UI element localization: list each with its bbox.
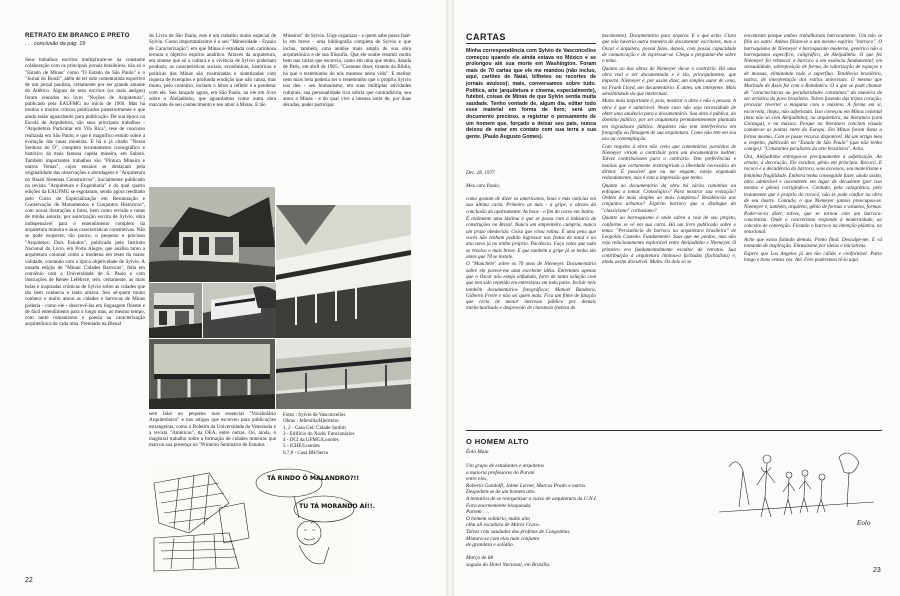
poem-line: Talvez com saudades dos profetas de Congonhas.: [466, 528, 571, 535]
photo-house-6-image: [276, 339, 411, 409]
paragraph: Seus trabalhos escritos multiplicam-se na constante colaboração com os principais jornais brasileiros, não só o "Estado de Minas" como "O Estado de São Paulo" e o "Jornal do Brasil", além de ter sido comentarista esportivo de um jornal paulista, certamente por ser grande amante do Atlético. Alguns de seus escritos (os mais antigos) foram reunidos no livro "Noções de Arquitetura", publicado pela EAUFMG no início de 1960. Mas há muitos e muitos críticos publicados posteriormente e que ainda estão aguardando para publicação. De sua época na Escola de Arquitetura, são seus principais trabalhos - "Arquitetura Particular em Vila Rica", tese de concurso realizada em São Paulo, e que é magnífico estudo sobre a evolução das casas mineiras. E há o já citado "Nossa Senhora do Ó", completo levantamento iconográfico e histórico da mais famosa capela mineira, em Sabará. Também importantes trabalhos são "Pintura Mineira e outros Temas", cujos ensaios se destacam pela originalidade das observações e abordagens e "Arquitetura no Brasil Sistemas Construtivos", inicialmente publicado na revista "Arquitetura e Engenharia" e do qual quatro edições da EAUFMG se esgotaram, sendo agora reeditado pelo Curso de Especialização em Restauração e Conservação de Monumentos e Conjuntos Históricos", com novas ilustrações e fotos, bem como revisão e notas de minha autoria, por autorização escrita de Sylvio, ohra indispensável para o entendimento completo da arquitetura mineira e suas características construtivas. Não se pode esquecer, tão pouco, o pequeno e precioso "Arquitetos: Dois Estudos", publicado pelo Instituto Nacional do Livro, em Porto Alegre, que analisa tanto a arquitetura colonial como a moderna em teses da maior validade, contando com a típica objetividade de Sylvio. A ousada edição de "Minas: Cidades Barrocas", feita em convênio com a Universidade de S. Paulo e com ilustrações de Renée Lefèbvre, tem, certamente, as mais belas e inspiradas crônicas de Sylvio sobre as cidades que tão bem conhecia e tanto amava. Seu sê-quem muito conhece e muito amou as cidades e barrocas de Minas poderia - como ele - descrevê-las em linguagem fluente e de fácil entendimento para o longo mas, ao mesmo tempo, com tanto romantismo e poesia na caracterização arquitetônica de cada uma. Premiado na Bienal: [25, 57, 145, 328]
sketch-drawing: [709, 437, 884, 537]
photo-caption-line: Obras : Jefersilla/Hjelrteiro: [283, 418, 339, 425]
poem-line: Fora enormemente bloqueada.: [466, 502, 532, 509]
photo-house-2: [149, 283, 202, 338]
photo-caption-line: 6,7,8 - Casa BH/Serra: [283, 449, 328, 456]
letter-salutation: [466, 183, 596, 191]
paragraph: Espero que Los Angeles já um tão cálido e confortável. Parto longo e bons ventos vos. Até. Fere poderemos tê-lo aqui.: [744, 250, 882, 263]
poem: [466, 463, 706, 569]
photo-caption-line: 3 - Edifício do Xodó/ Funcionários: [283, 430, 355, 437]
page-number-right: 23: [873, 567, 881, 574]
center-gutter: [446, 0, 454, 596]
lead-paragraph: Minha correspondência com Sylvio de Vasconcellos começou quando ele ainda estava no México e se prolongou até sua morte em Washington. Foram mais de 70 cartas que ele me mandou (não incluo, aqui, cartões de Natal, bilhetes ou recortes de jornais avulsos); mais, conversamos sobre tudo. Política, arte (arquitetura e cinema, especialmente), futebol, coisas de Minas de que Sylvio sentia muita saudade. Tenho vontade de, algum dia, editar todo esse material em forma de livro; será um documento precioso, a registrar o pensamento de um homem que, forçado a deixar seu país, nunca deixou de estar em contato com sua terra e sua gente. (Paulo Augusto Gomes).: [466, 48, 596, 140]
poem-line: Março de 68: [466, 555, 494, 562]
paragraph: Acho que estou falando demais. Ponto final. Desculpe-me. E vá tomando de inspiração. Entusiasmo por ideias e iniciativas.: [744, 236, 882, 250]
photo-house-1-image: [149, 187, 275, 282]
paragraph: Mineiros" de Sylvio. Urge organizar - e quem sabe possa fazê-lo em breve - uma bibliografia completa de Sylvio e que inclua, também, uma análise mais ampla de sua obra arquitetônica e de sua filosofia. Que ele soube resumir muito bem nas cartas que escrevia, como em uma que tenho, datada de Paris, em abril de 1965: "Costume dizer, tirando da Bíblia, há que o testemunho do nós mesmos nesta vida". E melhor nem mais bela poderia ser o testemunho que o próprio Sylvio nos deu - seu humanismo, em suas múltiplas atividades culturais, sua personalidade rica sóbria que contradiziria, seu amor a Minas - e do qual vive a imensa sorte de, por duas décadas, poder participar.: [283, 33, 411, 109]
photo-house-1: [149, 187, 275, 282]
subsection-rule: [466, 430, 882, 431]
paragraph: encontram porque ambos trabalharam barrocamente. Um não se filia ao outro. Ambos filiam-se a um mesmo espírito "barroco". O barroquismo de Niemeyer é barroquismo moderno, genérico não a barroquismo específico, caligráfico, de Aleijadinho. O que fez Niemeyer foi rebuscar o barroco a em essência fundamental, em sensualidade, sobreposição de forma, de valorização de espaços e de massas, eliminando todo a superfluo. Tendência brasileira, nativa, de interpretação dos estilos universais. O mesmo que Machado de Assis fez com o Romântico. O a que se pode chamar de "características ou peculiaridades constantes" da maneira de ser artística do povo brasileiro. Talvez fazendo das tripas coração, procurar reverter a máquina com o máximo. A forma em si, escorreita, limpa, não adjetivada. Isso começou em Minas colonial (mas não só com Aleijadinho), na arquitetura, na literatura (com Gonzaga), e na música. Porque na literatura conclam visuais comum-se as pontas entre do Europa. Em Minas foram listas a forma mesmo. Com se posse recurso disponível. Há um artigo meu a respeito, publicado no "Estado de São Paulo" (que não tenho comigo): "Constantes peculiares da arte brasileira". Acho.: [744, 33, 882, 153]
sketch-figures: [709, 437, 884, 537]
date-text: Dec. 28, 1977: [466, 170, 495, 176]
paragraph: É realmente uma lástima o que se passa com a indústria de construções no Brasil. Nunca um empreiteiro cumpriu, nunca um prazo obedecido. Coisa que virou rotina. É uma pena que vocês não tenham podido ingressar nas festas de natal e no ano novo já no ninho próprio. Paciência. Faço votos que tudo se resolva o mais breve. E que também a gripe já se tenha ido antes que 78 se instale.: [466, 216, 596, 260]
poem-line: Roberto Gandolfi, Jaime Lerner, Marcos Prado e outros.: [466, 482, 587, 489]
photo-building-4: [276, 205, 411, 338]
photo-house-3: [203, 283, 276, 338]
photo-house-3-image: [203, 283, 276, 338]
photo-interior-5: [149, 339, 275, 409]
right-column-2: [602, 33, 736, 425]
left-column-2: [149, 33, 276, 183]
paragraph: sem falar no pequeno mas essencial "Vocabulário Arquitetônico" e nos artigos que escreveu para publicações estrangeiras, como o Boletim da Universidade da Venezuela e a revista "Américas", da OEA, entre outras. Ou, ainda, o magistral trabalho sobre a formação de cidades mineiras que marcou sua presença no "Primeiro Seminário de Estudos: [149, 411, 276, 449]
paragraph: Muito mais importante é, pois, mostrar a obra e não a pessoa. A obra é que é admirável. Neste caso não seja necessidade de obter uma anuência para o documentário. Sua obra é pública, do domínio público, por ser arquitetura permanentemente plantada em logradouro público. Arquiteto não tem interferência em fotografia ou filmagem de sua arquitetura. Como não tem em seu uso ou contemplação.: [602, 98, 736, 143]
right-column-3: [744, 33, 882, 425]
photo-building-4-image: [276, 205, 411, 338]
photo-caption-title: Fotos : Sylvio de Vasconcellos: [283, 412, 346, 418]
paragraph: Quanto ao das obras de Niemeyer dá-se o contrário. Há uma obra real e ser documentada e é ela, principalmente, que importa. Niemeyer é, por assim dizer, um simples autor de cena, na Frank Lloyd, um documentário. E antes, um intérprete. Mais sensibilidade do que intelectual.: [602, 65, 736, 97]
photo-interior-5-image: [149, 339, 275, 409]
photo-caption-line: 1, 2 - Casa Gel/ Cidade Jardim: [283, 424, 346, 431]
left-column-3: [283, 33, 411, 203]
poem-line: Um grupo de estudantes e arquitetos: [466, 463, 544, 469]
right-page: [454, 0, 900, 596]
paragraph: Com respeito à obra não creio que comentários paralelos de Niemeyer viriam a contribuir para um documentário melhor. Talvez contribuíssem para o contrário. Tem preferências e manias que certamente restringiriam a liberdade necessária do diretor. É possível que eu me engane, esteja enganado redondamente, mas é esta a impressão que tenho.: [602, 143, 736, 182]
poem-line: olha ali escultura de Mário Cravo.: [466, 522, 541, 529]
cartoon-bubble-1-text: TÁ RINDO Ó MALANDRO?!!: [267, 475, 360, 482]
paragraph: O "Manchete" sobre os 70 anos de Niemeyer. Documentário sobre ele parece-me uma excelente idéia. Entretanto apenas que o Oscar não esteja enfadado, farto de tanta solução com que tem sido repetido em entrevistas em toda parte. Incluir nele também documentários fotográficos: Manoel Bandeira, Gilberto Freire e não sei quem mais. Fica um filme de falação que ceria de menor interesse público por demais intelectualizado e desprovido de cinestesia (beleza de: [466, 261, 596, 312]
cartoon-illustration: [149, 463, 375, 573]
left-page: [0, 0, 446, 596]
paragraph: como gostam de dizer os americanos, boas e más notícias em sua última carta. Primeiro as más - a gripe, o atraso da conclusão do apartamento. As boas - o fim do curso em Junho.: [466, 196, 596, 215]
poem-line: a maioria professores do Parani: [466, 469, 535, 476]
right-column-1: [466, 196, 596, 426]
poem-line: Partem . . .: [466, 509, 490, 516]
paragraph: do Livro de São Paulo, este é um trabalho muito especial de Sylvio. Como importantíssimo é o seu "Mineiridade - Ensaio de Caracterização", em que Minas é estudada com carinhosa ternura e objetivo espírito analítico. Através da arquitetura, em síntese que só a cultura e a vivência de Sylvio poderiam produzir, as características sociais, econômicas, históricas e políticas das Minas são examinadas e sintetizadas com riqueza de exemplos e profunda erudição que não cansa, mas muito, pelo contrário, incitam o leitor a refletir e a ponderar com ele. Seu lançado agora, em São Paulo, na ele em livro sobre o Aleijadinho, que aguardamos como outra obra marcante de seu conhecimento e seu amor à Minas. E tão: [149, 33, 276, 109]
photo-house-2-image: [149, 283, 202, 338]
poem-line: Despedem-se de um homem alto.: [466, 489, 536, 496]
poem-line: A tentativa de se reorganizar o curso de arquitetura da U.N.I.: [466, 495, 597, 502]
photo-caption: [283, 412, 411, 456]
subsection-title-homem-alto: O HOMEM ALTO: [466, 437, 529, 446]
left-column-2-continued: [149, 411, 276, 461]
section-title-cartas: CARTAS: [466, 32, 506, 42]
photo-caption-line: 4 - DCI da UFMG/Lourdes: [283, 437, 339, 444]
photo-caption-line: 5 - ICHE/Lourdes: [283, 443, 320, 450]
paragraph: Ora, Aleijadinho entregou-se precipuamente à adjetivação. Ao ornato, à decoração. Ele escultor, gênio em princípio. Rococó. E rococó é a decadência do barroco, seus excessos, seu maneirismo e feminina fragilidade. Embora tenha conseguido fazer, ainda assim, obra admirável e ascendente em lugar de decadente (por isso mesmo é gênio) corrigindo-o. Contudo, pela calogrática, pelo tratamento que é próprio do rococó, não se pode confiar na obra de seu ilustre. Contudo, o que Niemeyer jamais preocupou-se. Niemeyer é, também, arquiteto, gênio de formas e volumes, formas. Poder-se-ia dizer, talvez, que se tornou com um barroco-concretista. Onde o concretismo responde à modernidade, ao conceito de contenção. Ficando o barroco na intenção plástica, no emocional.: [744, 153, 882, 236]
section-rule: [466, 43, 596, 44]
photo-house-6: [276, 339, 411, 409]
sketch-signature: Eolo: [857, 520, 871, 527]
cartoon-bubble-2-text: TU TÁ MORANDO AÍ!!.: [299, 503, 375, 510]
poem-line: Mistura-se com elas num conjunto: [466, 535, 540, 542]
cartoon-bubble-1: [267, 473, 359, 482]
poem-line: de grandeza e solidão.: [466, 542, 514, 549]
poem-line: O homem solitário, muito alto: [466, 515, 531, 522]
poem-line: saguão do Hotel Nacional, em Brasília.: [466, 561, 551, 568]
left-column-1: [25, 57, 145, 577]
paragraph: Quanto ao documentário da obra há vários caminhos ou enfoques a tomar. Cronológico? Para mostrar sua evolução? Ordem do mais simples ao mais complexo? Residências aos conjuntos urbanos? Espírito barroco que a distingue do "classicismo" corbusiano?: [602, 182, 736, 214]
poem-line: [466, 549, 706, 556]
paragraph: movimento). Documentário para arquivo. E o que acho. Claro que não haveria outra maneira de documentar escritores, mas o Oscar é arquiteto, possui fatos, depois, com possui capacidade de comunicação e de expressar-se. Chega a perguntar-lhe sobre o tema.: [602, 33, 736, 65]
continued-note: . . . conclusão da pág. 19: [25, 41, 86, 47]
cartas-lead: [466, 48, 596, 168]
poem-line: entre eles,: [466, 476, 488, 483]
salutation-text: Meu caro Paulo,: [466, 183, 501, 189]
page-number-left: 22: [25, 577, 33, 584]
paragraph: Quanto ao barroquismo é onde sobra a raiz de seu projeto, conforme se vê em sua carta. Há um livro publicado sobre o tema: "Persistência do barroco na arquitetura brasileira" de Leopoldo Castedo. Fundamentei. Suas que me perdoe, mas não vejo relacionamento explorável entre Aleijadinho e Niemeyer. O primeiro era fundamentalmente escultor de retratos. Sua contribuição à arquitetura limitou-a fachadas (fachadista) e, ainda assim discutível. Muito. Os dois só se: [602, 215, 736, 266]
article-heading: RETRATO EM BRANCO E PRETO: [25, 32, 130, 39]
letter-date: [466, 170, 596, 178]
cartoon-bubble-2: [299, 501, 375, 510]
poem-author: Éolo Maia: [466, 449, 489, 455]
cartoon-drawing: [149, 463, 375, 573]
